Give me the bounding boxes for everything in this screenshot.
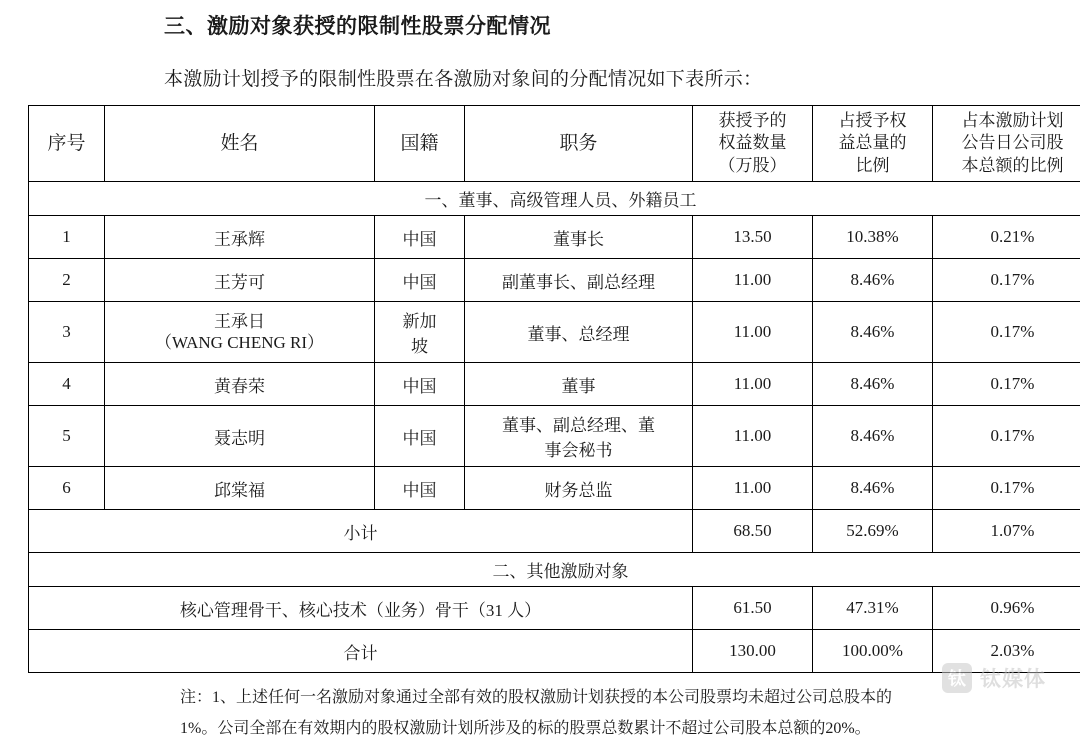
cell-nationality: 中国	[375, 259, 465, 302]
watermark-logo-icon: 钛	[942, 663, 972, 693]
cell-ratio-capital: 0.17%	[933, 467, 1080, 510]
subtotal-ratio-capital: 1.07%	[933, 510, 1080, 553]
other-ratio-capital: 0.96%	[933, 587, 1080, 630]
cell-no: 6	[29, 467, 105, 510]
cell-nationality-line2: 坡	[377, 332, 462, 357]
cell-name: 王承辉	[105, 216, 375, 259]
header-ratio-total-line2: 益总量的	[815, 132, 930, 154]
cell-amount: 11.00	[693, 363, 813, 406]
cell-nationality: 中国	[375, 363, 465, 406]
header-position: 职务	[465, 106, 693, 182]
intro-paragraph: 本激励计划授予的限制性股票在各激励对象间的分配情况如下表所示：	[164, 64, 1052, 91]
cell-name: 黄春荣	[105, 363, 375, 406]
table-row-other	[29, 587, 1080, 630]
table-row	[29, 259, 1080, 302]
section-header-directors	[29, 182, 1080, 216]
header-ratio-capital-line3: 本总额的比例	[935, 155, 1080, 177]
total-row	[29, 630, 1080, 673]
note-line-2: 1%。公司全部在有效期内的股权激励计划所涉及的标的股票总数累计不超过公司股本总额的20%。	[180, 714, 1032, 744]
header-amount	[693, 106, 813, 182]
cell-ratio-capital: 0.17%	[933, 406, 1080, 467]
header-ratio-total-line3: 比例	[815, 155, 930, 177]
header-ratio-capital-line1: 占本激励计划	[935, 110, 1080, 132]
cell-no: 5	[29, 406, 105, 467]
cell-position: 董事	[465, 363, 693, 406]
cell-position-line1: 董事、副总经理、董	[467, 411, 690, 436]
header-nationality: 国籍	[375, 106, 465, 182]
cell-no: 2	[29, 259, 105, 302]
header-amount-line3: （万股）	[695, 155, 810, 177]
cell-name: 聂志明	[105, 406, 375, 467]
header-ratio-total-line1: 占授予权	[815, 110, 930, 132]
subtotal-label: 小计	[29, 510, 693, 553]
note-line-1: 注：1、上述任何一名激励对象通过全部有效的股权激励计划获授的本公司股票均未超过公司总股本的	[180, 683, 1032, 713]
cell-name: 邱棠福	[105, 467, 375, 510]
other-ratio-total: 47.31%	[813, 587, 933, 630]
cell-no: 3	[29, 302, 105, 363]
other-amount: 61.50	[693, 587, 813, 630]
header-name: 姓名	[105, 106, 375, 182]
cell-ratio-total: 8.46%	[813, 259, 933, 302]
cell-nationality: 中国	[375, 216, 465, 259]
header-no: 序号	[29, 106, 105, 182]
cell-amount: 11.00	[693, 259, 813, 302]
allocation-table	[28, 105, 1080, 673]
page-title: 三、激励对象获授的限制性股票分配情况	[164, 10, 1052, 40]
cell-name	[105, 302, 375, 363]
total-ratio-capital: 2.03%	[933, 630, 1080, 673]
cell-no: 4	[29, 363, 105, 406]
section-header-others	[29, 553, 1080, 587]
cell-no: 1	[29, 216, 105, 259]
cell-position: 董事长	[465, 216, 693, 259]
total-amount: 130.00	[693, 630, 813, 673]
cell-position: 副董事长、副总经理	[465, 259, 693, 302]
table-row	[29, 363, 1080, 406]
document-page	[0, 10, 1080, 709]
header-ratio-capital-line2: 公告日公司股	[935, 132, 1080, 154]
cell-amount: 11.00	[693, 467, 813, 510]
cell-ratio-capital: 0.17%	[933, 302, 1080, 363]
table-header-row	[29, 106, 1080, 182]
total-ratio-total: 100.00%	[813, 630, 933, 673]
table-row	[29, 406, 1080, 467]
cell-position: 董事、总经理	[465, 302, 693, 363]
section-label: 一、董事、高级管理人员、外籍员工	[29, 182, 1080, 216]
cell-nationality: 中国	[375, 406, 465, 467]
cell-position: 财务总监	[465, 467, 693, 510]
cell-ratio-capital: 0.17%	[933, 259, 1080, 302]
cell-name-line2: （WANG CHENG RI）	[107, 332, 372, 353]
watermark-text: 钛媒体	[980, 663, 1046, 693]
table-row	[29, 467, 1080, 510]
cell-amount: 11.00	[693, 302, 813, 363]
watermark	[942, 663, 1046, 693]
header-amount-line1: 获授予的	[695, 110, 810, 132]
cell-ratio-total: 8.46%	[813, 363, 933, 406]
cell-nationality: 中国	[375, 467, 465, 510]
cell-amount: 11.00	[693, 406, 813, 467]
cell-nationality-line1: 新加	[377, 307, 462, 332]
cell-ratio-total: 8.46%	[813, 302, 933, 363]
table-notes	[28, 683, 1052, 744]
table-row	[29, 302, 1080, 363]
header-ratio-capital	[933, 106, 1080, 182]
cell-ratio-total: 8.46%	[813, 406, 933, 467]
cell-nationality	[375, 302, 465, 363]
cell-name-line1: 王承日	[107, 311, 372, 332]
cell-ratio-capital: 0.17%	[933, 363, 1080, 406]
header-amount-line2: 权益数量	[695, 132, 810, 154]
cell-ratio-total: 10.38%	[813, 216, 933, 259]
subtotal-row	[29, 510, 1080, 553]
subtotal-amount: 68.50	[693, 510, 813, 553]
total-label: 合计	[29, 630, 693, 673]
cell-position	[465, 406, 693, 467]
cell-position-line2: 事会秘书	[467, 436, 690, 461]
cell-ratio-capital: 0.21%	[933, 216, 1080, 259]
header-ratio-total	[813, 106, 933, 182]
section-label: 二、其他激励对象	[29, 553, 1080, 587]
other-label: 核心管理骨干、核心技术（业务）骨干（31 人）	[29, 587, 693, 630]
table-row	[29, 216, 1080, 259]
cell-amount: 13.50	[693, 216, 813, 259]
cell-name: 王芳可	[105, 259, 375, 302]
subtotal-ratio-total: 52.69%	[813, 510, 933, 553]
cell-ratio-total: 8.46%	[813, 467, 933, 510]
